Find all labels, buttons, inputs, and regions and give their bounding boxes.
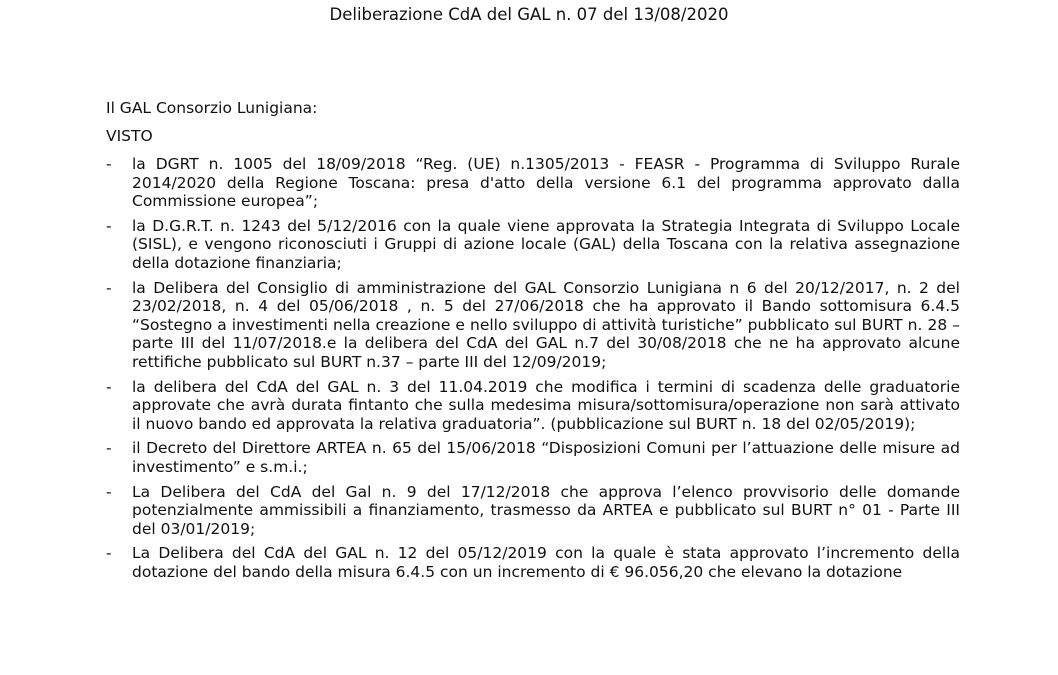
list-item [106, 439, 960, 476]
list-item-text: la DGRT n. 1005 del 18/09/2018 “Reg. (UE) n.1305/2013 - FEASR - Programma di Sviluppo Rurale 2014/2020 della Regione Toscana: presa d'atto della versione 6.1 del programma approvato dalla Commissione europea”; [132, 155, 960, 211]
list-item [106, 279, 960, 372]
bullet-dash: - [106, 439, 112, 458]
list-item [106, 155, 960, 211]
list-item-text: La Delibera del CdA del Gal n. 9 del 17/12/2018 che approva l’elenco provvisorio delle domande potenzialmente ammissibili a finanziamento, trasmesso da ARTEA e pubblicato sul BURT n° 01 - Parte III del 03/01/2019; [132, 482, 960, 538]
visto-heading: VISTO [106, 127, 153, 145]
visto-list [106, 155, 960, 587]
list-item-text: la delibera del CdA del GAL n. 3 del 11.04.2019 che modifica i termini di scadenza delle graduatorie approvate che avrà durata fintanto che sulla medesima misura/sottomisura/operazione non sarà attivato il nuovo bando ed approvata la relativa graduatoria”. (pubblicazione sul BURT n. 18 del 02/05/2019); [132, 377, 960, 433]
list-item-text: il Decreto del Direttore ARTEA n. 65 del 15/06/2018 “Disposizioni Comuni per l’attuazione delle misure ad investimento” e s.m.i.; [132, 439, 960, 476]
list-item-text: la Delibera del Consiglio di amministrazione del GAL Consorzio Lunigiana n 6 del 20/12/2017, n. 2 del 23/02/2018, n. 4 del 05/06/2018 , n. 5 del 27/06/2018 che ha approvato il Bando sottomisura 6.4.5 “Sostegno a investimenti nella creazione e nello sviluppo di attività turistiche” pubblicato sul BURT n. 28 – parte III del 11/07/2018.e la delibera del CdA del GAL n.7 del 30/08/2018 che ne ha approvato alcune rettifiche pubblicato sul BURT n.37 – parte III del 12/09/2019; [132, 278, 960, 371]
intro-line: Il GAL Consorzio Lunigiana: [106, 99, 318, 117]
list-item [106, 378, 960, 434]
bullet-dash: - [106, 544, 112, 563]
document-title: Deliberazione CdA del GAL n. 07 del 13/08/2020 [329, 5, 729, 24]
list-item [106, 217, 960, 273]
list-item [106, 483, 960, 539]
bullet-dash: - [106, 155, 112, 173]
bullet-dash: - [106, 278, 112, 297]
bullet-dash: - [106, 377, 112, 396]
bullet-dash: - [106, 482, 112, 501]
bullet-dash: - [106, 216, 112, 235]
list-item-text: La Delibera del CdA del GAL n. 12 del 05/12/2019 con la quale è stata approvato l’incremento della dotazione del bando della misura 6.4.5 con un incremento di € 96.056,20 che elevano la dotazione [132, 544, 960, 581]
list-item-text: la D.G.R.T. n. 1243 del 5/12/2016 con la quale viene approvata la Strategia Integrata di Sviluppo Locale (SISL), e vengono riconosciuti i Gruppi di azione locale (GAL) della Toscana con la relativa assegnazione della dotazione finanziaria; [132, 216, 960, 272]
list-item [106, 544, 960, 581]
